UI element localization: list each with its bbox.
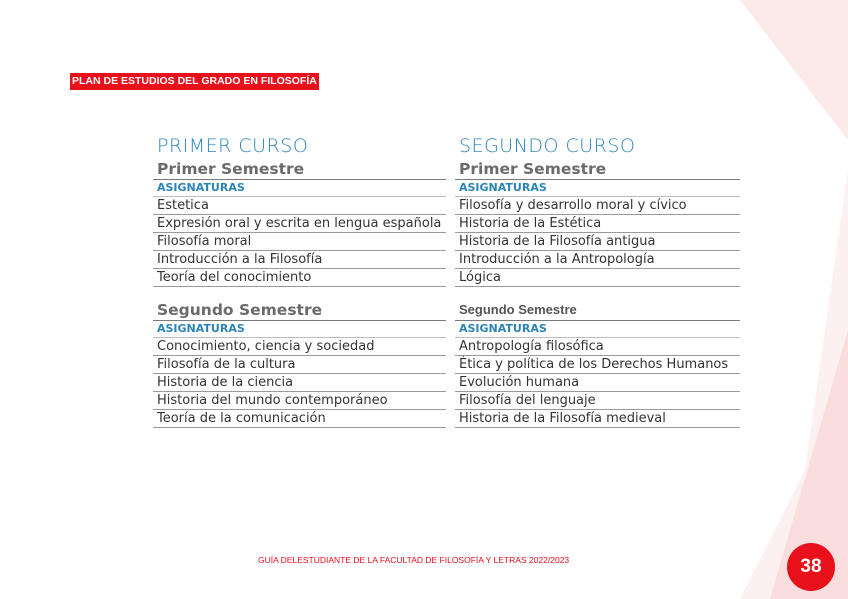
second-year-semester1-label: Primer Semestre (455, 159, 740, 180)
page-number-badge: 38 (787, 543, 835, 591)
subject-row: Filosofía y desarrollo moral y cívico (455, 197, 740, 215)
first-year-column (153, 133, 446, 428)
second-year-semester2-subhead: ASIGNATURAS (455, 321, 740, 338)
subject-row: Historia del mundo contemporáneo (153, 392, 446, 410)
subject-row: Historia de la Filosofía medieval (455, 410, 740, 428)
subject-row: Estetica (153, 197, 446, 215)
subject-row: Historia de la Filosofía antigua (455, 233, 740, 251)
second-year-semester1-subhead: ASIGNATURAS (455, 180, 740, 197)
first-year-semester2-subhead: ASIGNATURAS (153, 321, 446, 338)
subject-row: Expresión oral y escrita en lengua española (153, 215, 446, 233)
subject-row: Antropología filosófica (455, 338, 740, 356)
second-year-column (455, 133, 740, 428)
footer-text: GUÍA DELESTUDIANTE DE LA FACULTAD DE FILOSOFÍA Y LETRAS 2022/2023 (258, 555, 570, 565)
subject-row: Introducción a la Filosofía (153, 251, 446, 269)
second-year-semester2-label: Segundo Semestre (455, 300, 740, 321)
subject-row: Filosofía de la cultura (153, 356, 446, 374)
first-year-title: PRIMER CURSO (157, 135, 309, 157)
subject-row: Filosofía moral (153, 233, 446, 251)
second-year-title: SEGUNDO CURSO (459, 135, 636, 157)
subject-row: Filosofía del lenguaje (455, 392, 740, 410)
subject-row: Historia de la Estética (455, 215, 740, 233)
subject-row: Lógica (455, 269, 740, 287)
subject-row: Conocimiento, ciencia y sociedad (153, 338, 446, 356)
subject-row: Introducción a la Antropología (455, 251, 740, 269)
subject-row: Evolución humana (455, 374, 740, 392)
subject-row: Historia de la ciencia (153, 374, 446, 392)
subject-row: Teoría de la comunicación (153, 410, 446, 428)
subject-row: Ética y política de los Derechos Humanos (455, 356, 740, 374)
first-year-semester2-label: Segundo Semestre (153, 300, 446, 321)
section-banner: PLAN DE ESTUDIOS DEL GRADO EN FILOSOFÍA (70, 73, 319, 90)
first-year-semester1-label: Primer Semestre (153, 159, 446, 180)
subject-row: Teoría del conocimiento (153, 269, 446, 287)
first-year-semester1-subhead: ASIGNATURAS (153, 180, 446, 197)
